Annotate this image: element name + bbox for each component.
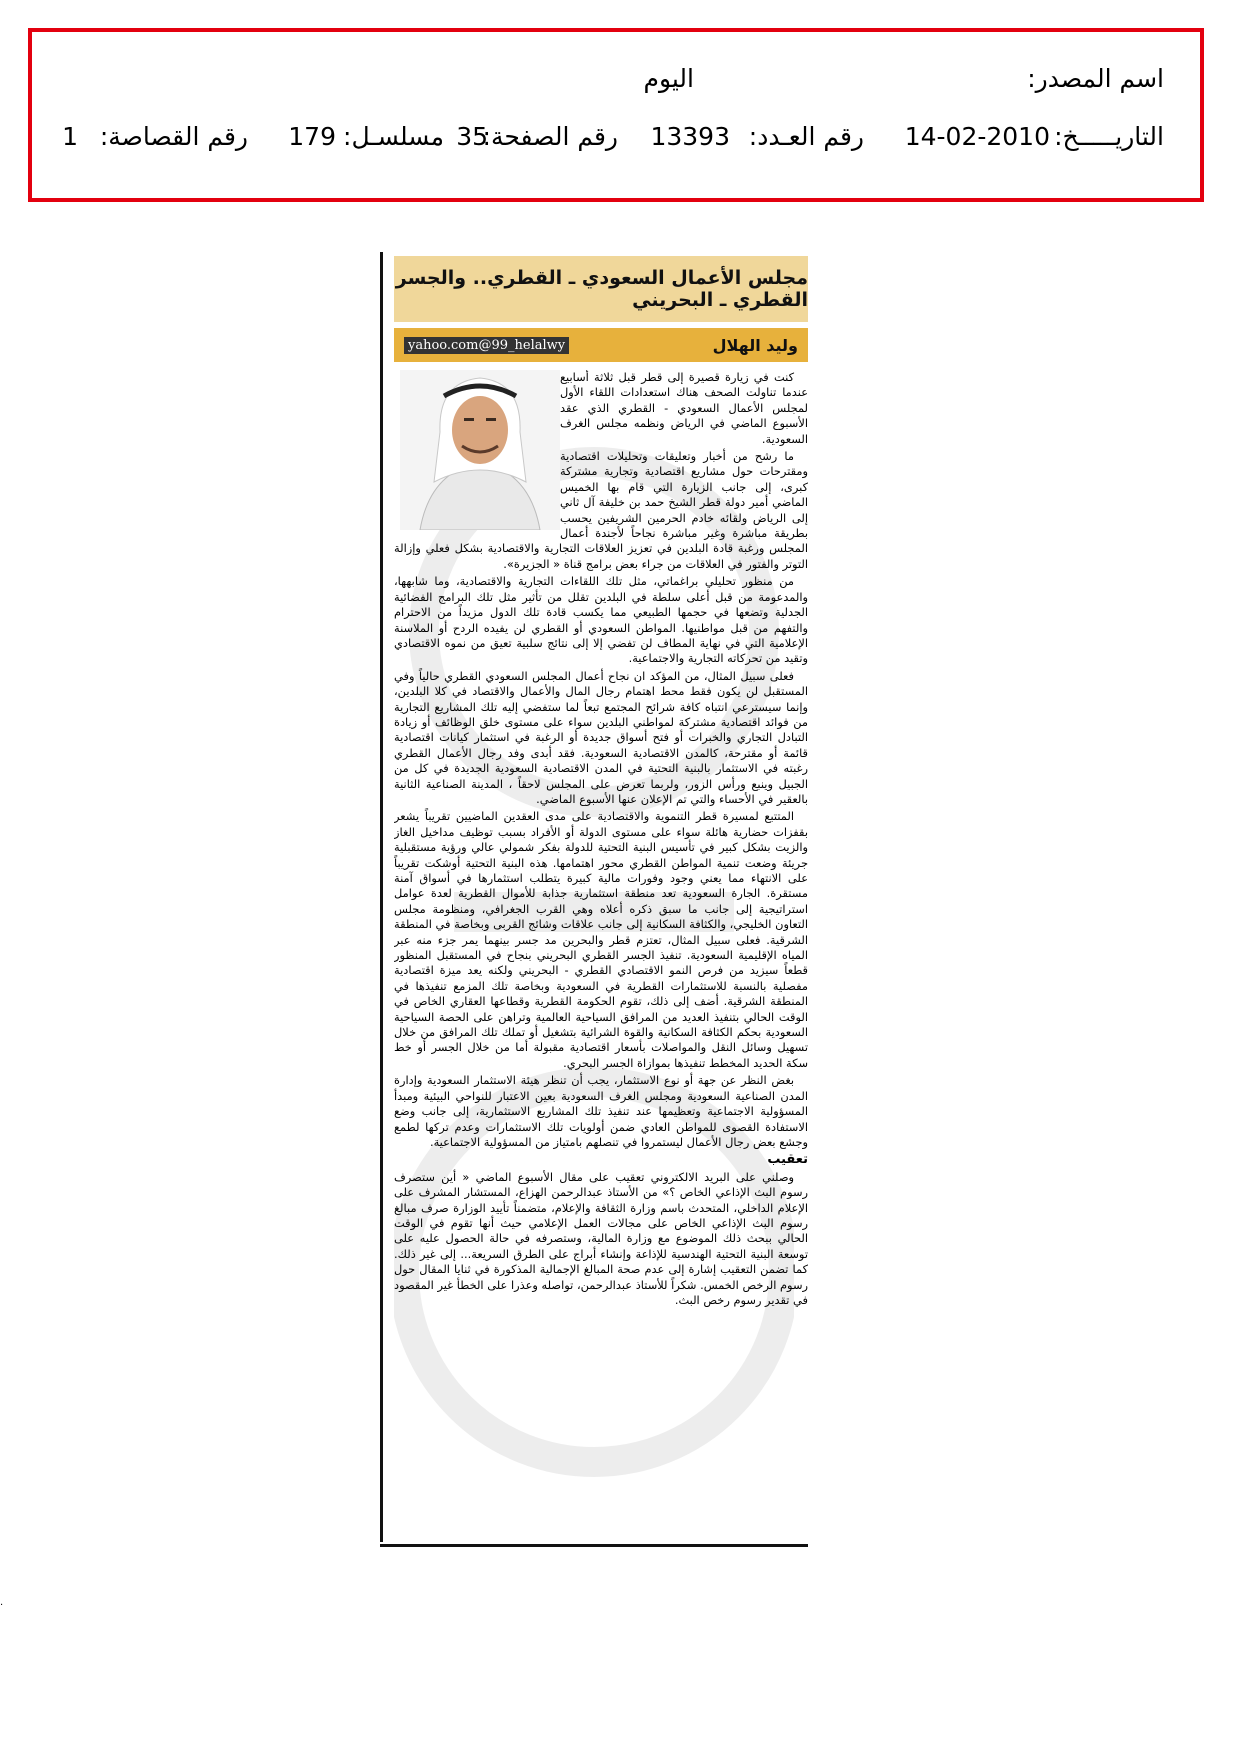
article-body (394, 370, 808, 1538)
clipping-value: 1 (62, 122, 78, 151)
column-rule (380, 252, 383, 1542)
date-value: 14-02-2010 (904, 122, 1050, 151)
serial-label: مسلسـل: (343, 122, 444, 151)
metadata-row (32, 122, 1200, 162)
page-value: 35 (456, 122, 488, 151)
author-photo (400, 370, 560, 530)
paragraph: من منظور تحليلي براغماتي، مثل تلك اللقاءات التجارية والاقتصادية، وما شابهها، والمدعومة من قبل أعلى سلطة في البلدين تقلل من تأثير مثل تلك البرامج الفضائية الجدلية وتضعها في حجمها الطبيعي مما يكسب قادة تلك الدول مزيداً من الاحترام والتفهم من قبل مواطنيها. المواطن السعودي أو القطري لن يفيده الردح أو الملاسنة الإعلامية التي في نهاية المطاف لن تفضي إلا إلى نتائج سلبية تعيق من نموه الاقتصادي وتقيد من تحركاته التجارية والاجتماعية. (394, 574, 808, 666)
source-value: اليوم (643, 64, 694, 93)
paragraph: فعلى سبيل المثال، من المؤكد ان نجاح أعمال المجلس السعودي القطري حالياً وفي المستقبل لن يكون فقط محط اهتمام رجال المال والأعمال والاقتصاد في كلا البلدين، وإنما سيسترعي انتباه كافة شرائح المجتمع تبعاً لما ستفضي إليه تلك المشاريع التجارية من فوائد اقتصادية مشتركة لمواطني البلدين سواء على مستوى خلق الوظائف أو زيادة التبادل التجاري والخبرات أو فتح أسواق جديدة أو الرغبة في استثمار كيانات اقتصادية قائمة أو مقترحة، كالمدن الاقتصادية السعودية. فقد أبدى وفد رجال الأعمال القطري رغبته في الاستثمار بالبنية التحتية في المدن الاقتصادية السعودية الجديدة في كل من الجبيل وينبع ورأس الزور، ولربما تعرض على المجلس لاحقاً ، المدينة الصناعية الثانية بالعقير في الأحساء والتي تم الإعلان عنها الأسبوع الماضي. (394, 668, 808, 806)
newspaper-clipping (380, 252, 812, 1562)
article-title: مجلس الأعمال السعودي ـ القطري.. والجسر القطري ـ البحريني (395, 267, 808, 311)
paragraph: ما رشح من أخبار وتعليقات وتحليلات اقتصادية ومقترحات حول مشاريع اقتصادية وتجارية مشتركة كبرى، إلى جانب الزيارة التي قام بها الخميس الماضي أمير دولة قطر الشيخ حمد بن خليفة آل ثاني إلى الرياض ولقائه خادم الحرمين الشريفين يحسب بطريقة مباشرة وغير مباشرة نجاحاً لأجندة أعمال المجلس ورغبة قادة البلدين في تعزيز العلاقات التجارية والاقتصادية بشكل فعلي وإزالة التوتر والفتور في العلاقات من جراء بعض برامج قناة « الجزيرة». (394, 449, 808, 571)
paragraph: بغض النظر عن جهة أو نوع الاستثمار، يجب أن تنظر هيئة الاستثمار السعودية وإدارة المدن الصناعية السعودية ومجلس الغرف السعودية بعين الاعتبار للنواحي البيئية ومبدأ المسؤولية الاجتماعية وتعظيمها عند تنفيذ تلك المشاريع الاستثمارية، إلى جانب وضع الاستفادة القصوى للمواطن العادي ضمن أولويات تلك الاستثمارات وعدم تركها لطمع وجشع بعض رجال الأعمال ليستمروا في تنصلهم بامتياز من المسؤولية الاجتماعية. (394, 1073, 808, 1149)
paragraph: كنت في زيارة قصيرة إلى قطر قبل ثلاثة أسابيع عندما تناولت الصحف هناك استعدادات اللقاء الأول لمجلس الأعمال السعودي - القطري الذي عقد الأسبوع الماضي في الرياض ونظمه مجلس الغرف السعودية. (560, 370, 808, 446)
issue-label: رقم العـدد: (748, 122, 864, 151)
source-label: اسم المصدر: (1027, 64, 1164, 93)
bottom-rule (380, 1544, 808, 1547)
byline (394, 328, 808, 362)
issue-value: 13393 (650, 122, 730, 151)
serial-value: 179 (288, 122, 336, 151)
date-label: التاريـــــخ: (1054, 122, 1164, 151)
comment-paragraph: وصلني على البريد الالكتروني تعقيب على مقال الأسبوع الماضي « أين ستصرف رسوم البث الإذاعي الخاص ؟» من الأستاذ عبدالرحمن الهزاع، المستشار المشرف على الإعلام الداخلي، المتحدث باسم وزارة الثقافة والإعلام، متضمناً تأييد الوزارة صرف مبالغ رسوم البث الإذاعي الخاص على مجالات العمل الإعلامي حيث أنها تقوم في الوقت الحالي ببحث ذلك الموضوع مع وزارة المالية، وستصرفه في حالة الحصول عليه على توسعة البنية التحتية الهندسية للإذاعة وإنشاء أبراج على الطرق السريعة... إلى غير ذلك. كما تضمن التعقيب إشارة إلى عدم صحة المبالغ الإجمالية المذكورة في ثنايا المقال حول رسوم الرخص الخمس. شكراً للأستاذ عبدالرحمن، تواصله وعذرا على الخطأ غير المقصود في تقدير رسوم رخص البث. (394, 1169, 808, 1307)
comment-heading: تعقيب (767, 1152, 808, 1168)
author-name: وليد الهلال (712, 335, 798, 355)
clipping-label: رقم القصاصة: (99, 122, 248, 151)
author-email: yahoo.com@99_helalwy (404, 337, 569, 354)
paragraph: المتتبع لمسيرة قطر التنموية والاقتصادية على مدى العقدين الماضيين تقريباً يشعر بقفزات حضارية هائلة سواء على مستوى الدولة أو الأفراد بسبب توظيف مداخيل الغاز والزيت بشكل كبير في تأسيس البنية التحتية للدولة بفكر شمولي عالي ورؤية مستقبلية جريئة وضعت تنمية المواطن القطري محور اهتمامها. هذه البنية التحتية أوشكت تقريباً على الانتهاء مما يعني وجود وفورات مالية كبيرة يتطلب استثمارها في أسواق آمنة مستقرة. الجارة السعودية تعد منطقة استثمارية جذابة للأموال القطرية لعدة عوامل استراتيجية إلى جانب ما سبق ذكره أعلاه وهي القرب الجغرافي، ومنظومة مجلس التعاون الخليجي، والكثافة السكانية إلى جانب علاقات وشائج القربى وبخاصة في المنطقة الشرقية. فعلى سبيل المثال، تعتزم قطر والبحرين مد جسر بينهما يمر جزء منه عبر المياه الإقليمية السعودية. تنفيذ الجسر القطري البحريني بنجاح في المستقبل المنظور قطعاً سيزيد من فرص النمو الاقتصادي القطري - البحريني ولكنه يعد ميزة اقتصادية مفصلية بالنسبة للاستثمارات القطرية في السعودية وبخاصة تلك المزمع تنفيذها في المنطقة الشرقية. أضف إلى ذلك، تقوم الحكومة القطرية وقطاعها العقاري الخاص في الوقت الحالي بتنفيذ العديد من المرافق السياحية العالمية وتراهن على الحصة السياحية السعودية بحكم الكثافة السكانية والقوة الشرائية بتشغيل أو تملك تلك المرافق من خلال تسهيل وسائل النقل والمواصلات بأسعار اقتصادية مقبولة أما من خلال الجسر أو خط سكة الحديد المخطط تنفيذها بموازاة الجسر البحري. (394, 809, 808, 1070)
corner-mark: . (0, 1597, 4, 1608)
clipping-header (28, 28, 1204, 202)
page-label: رقم الصفحة: (482, 122, 618, 151)
article-title-band (394, 256, 808, 322)
